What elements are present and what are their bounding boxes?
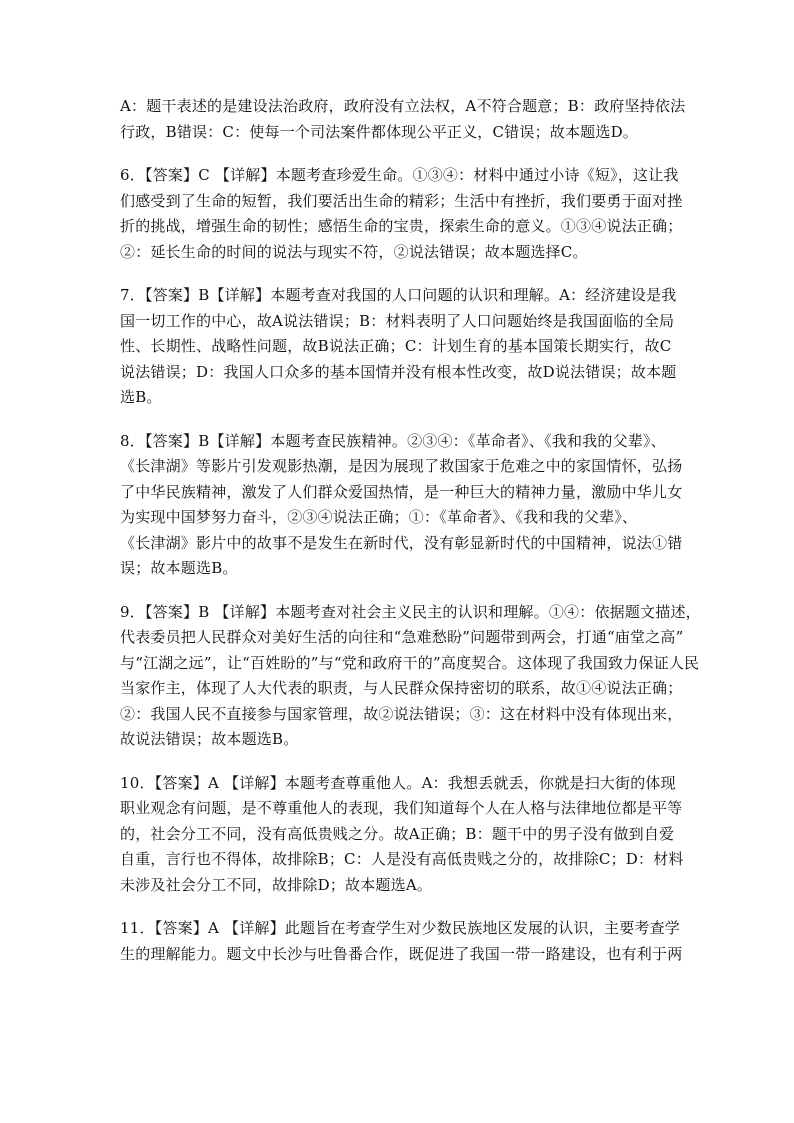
paragraph-question-11 [120, 916, 683, 967]
text-line: 自重，言行也不得体，故排除B；C：人是没有高低贵贱之分的，故排除C；D：材料 [120, 850, 684, 868]
text-line: 误；故本题选B。 [120, 559, 238, 577]
text-line: 10．【答案】A 【详解】本题考查尊重他人。A：我想丢就丢，你就是扫大街的体现 [120, 773, 676, 792]
text-line: 7．【答案】B【详解】本题考查对我国的人口问题的认识和理解。A：经济建设是我 [120, 286, 677, 304]
text-line: 《长津湖》等影片引发观影热潮，是因为展现了救国家于危难之中的家国情怀，弘扬 [120, 457, 683, 475]
text-line: 《长津湖》影片中的故事不是发生在新时代，没有彰显新时代的中国精神，说法①错 [120, 533, 683, 552]
text-line: 11．【答案】A 【详解】此题旨在考查学生对少数民族地区发展的认识，主要考查学 [120, 919, 680, 937]
text-line: 职业观念有问题，是不尊重他人的表现，我们知道每个人在人格与法律地位都是平等 [120, 799, 683, 817]
text-line: A：题干表述的是建设法治政府，政府没有立法权，A不符合题意；B：政府坚持依法 [120, 97, 686, 115]
text-line: ②：我国人民不直接参与国家管理，故②说法错误；③：这在材料中没有体现出来， [120, 704, 683, 723]
text-line: 代表委员把人民群众对美好生活的向往和“急难愁盼”问题带到两会，打通“庙堂之高” [120, 628, 684, 646]
text-line: 性、长期性、战略性问题，故B说法正确；C：计划生育的基本国策长期实行，故C [120, 337, 672, 355]
text-line: 6．【答案】C 【详解】本题考查珍爱生命。①③④：材料中通过小诗《短》，这让我 [120, 166, 679, 184]
text-line: 生的理解能力。题文中长沙与吐鲁番合作，既促进了我国一带一路建设，也有利于两 [120, 944, 683, 963]
paragraph-question-10 [120, 771, 684, 899]
text-line: 故说法错误；故本题选B。 [120, 730, 299, 748]
text-line: 们感受到了生命的短暂，我们要活出生命的精彩；生活中有挫折，我们要勇于面对挫 [120, 191, 683, 210]
text-line: 与“江湖之远”，让“百姓盼的”与“党和政府干的”高度契合。这体现了我国致力保证人民 [120, 653, 700, 672]
paragraph-question-8 [120, 429, 683, 582]
paragraph-question-6 [120, 163, 683, 265]
text-line: 当家作主，体现了人大代表的职责，与人民群众保持密切的联系，故①④说法正确； [120, 679, 683, 697]
text-line: ②：延长生命的时间的说法与现实不符，②说法错误；故本题选择C。 [120, 242, 588, 261]
text-line: 的，社会分工不同，没有高低贵贱之分。故A正确；B：题干中的男子没有做到自爱 [120, 824, 675, 843]
text-line: 国一切工作的中心，故A说法错误；B：材料表明了人口问题始终是我国面临的全局 [120, 311, 675, 330]
paragraph-question-7 [120, 283, 680, 411]
text-line: 了中华民族精神，激发了人们群众爱国热情，是一种巨大的精神力量，激励中华儿女 [120, 482, 683, 501]
text-line: 折的挑战，增强生命的韧性；感悟生命的宝贵，探索生命的意义。①③④说法正确； [120, 217, 683, 235]
text-line: 未涉及社会分工不同，故排除D；故本题选A。 [120, 875, 433, 894]
answer-explanations-page [120, 94, 701, 985]
text-line: 说法错误；D：我国人口众多的基本国情并没有根本性改变，故D说法错误；故本题 [120, 362, 677, 381]
text-line: 行政，B错误：C：使每一个司法案件都体现公平正义，C错误；故本题选D。 [120, 122, 639, 141]
paragraph-question-9 [120, 600, 701, 753]
paragraph-question-5-continuation [120, 94, 686, 145]
text-line: 8．【答案】B【详解】本题考查民族精神。②③④：《革命者》、《我和我的父辈》、 [120, 431, 666, 450]
text-line: 选B。 [120, 388, 162, 406]
text-line: 为实现中国梦努力奋斗，②③④说法正确；①：《革命者》、《我和我的父辈》、 [120, 508, 638, 526]
text-line: 9．【答案】B 【详解】本题考查对社会主义民主的认识和理解。①④：依据题文描述， [120, 602, 701, 621]
